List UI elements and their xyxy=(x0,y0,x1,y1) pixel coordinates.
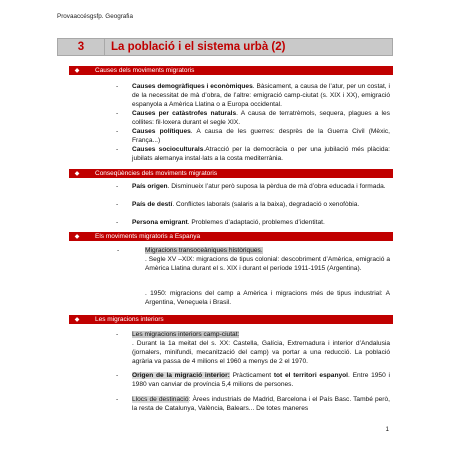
item-text: . A causa de terratrèmols, sequera, plagues a les collites: fil·loxera durant el segle XIX. xyxy=(132,110,390,126)
item-text: . Problemes d’adaptació, problemes d’identitat. xyxy=(187,219,325,226)
list-item-cause-4 xyxy=(116,146,390,164)
highlighted-heading: Migracions transoceàniques històriques. xyxy=(145,247,263,254)
item-text: . A causa de les guerres: desprès de la Guerra Civil (Mèxic, França...) xyxy=(132,128,390,144)
dash-bullet: - xyxy=(117,247,120,254)
item-text: Pràcticament xyxy=(229,372,274,379)
item-bold: País origen xyxy=(132,183,168,190)
dash-bullet: - xyxy=(116,128,119,135)
dash-bullet: - xyxy=(116,331,119,338)
dash-bullet: - xyxy=(116,372,119,379)
chapter-title: La població i el sistema urbà (2) xyxy=(105,39,392,55)
dash-bullet: - xyxy=(116,183,119,190)
dash-bullet: - xyxy=(116,83,119,90)
dash-bullet: - xyxy=(116,201,119,208)
highlighted-label: Llocs de destinació xyxy=(132,396,189,403)
dash-bullet: - xyxy=(116,146,119,153)
section-label: Les migracions interiors xyxy=(95,316,164,323)
dash-bullet: - xyxy=(116,396,119,403)
paragraph-transoceanic-1: . Segle XV –XIX: migracions de tipus colonial: descobriment d’Amèrica, emigració a Amèrica Llatina durant el s. XIX i durant el període 1911-1915 (Argentina). xyxy=(145,256,390,272)
paragraph-interior-1: . Durant la 1a meitat del s. XX: Castella, Galícia, Extremadura i interior d’Andalusia (jornalers, minifundi, mecanització del camp) va portar a una reducció. La població agrària va passa de 4 milions el 1960 a menys de 2 el 1970. xyxy=(132,340,390,365)
section-header-spain xyxy=(69,232,393,241)
dash-bullet: - xyxy=(116,219,119,226)
section-header-causes xyxy=(69,66,393,75)
chapter-title-bar xyxy=(57,38,393,56)
list-item-cause-3 xyxy=(116,128,390,146)
subheading-interior xyxy=(116,331,390,340)
paragraph-interior-destination xyxy=(116,396,390,414)
list-item-cause-2 xyxy=(116,110,390,128)
item-text: . Conflictes laborals (salaris a la baixa), degradació o xenofòbia. xyxy=(172,201,360,208)
bullet-icon: ◆ xyxy=(74,234,80,240)
chapter-number: 3 xyxy=(58,39,105,55)
item-bold: Causes socioculturals xyxy=(132,146,204,153)
item-bold: Causes per catàstrofes naturals xyxy=(132,110,237,117)
highlighted-label: Origen de la migració interior: xyxy=(132,372,230,379)
section-header-consequences xyxy=(69,169,393,178)
section-label: Els moviments migratoris a Espanya xyxy=(95,233,201,240)
list-item-consequence-3 xyxy=(116,219,390,228)
item-text: . Bàsicament, a causa de l’atur, per un costat, i de la necessitat de mà d’obra, de l’altre: emigració camp-ciutat (s. XIX i XX), emigració espanyola a Amèrica Llatina o a Europa occidental. xyxy=(132,83,390,108)
section-label: Conseqüències dels moviments migratoris xyxy=(95,170,218,177)
paragraph-transoceanic-2: . 1950: migracions del camp a Amèrica i migracions més de tipus industrial: A Argentina, Veneçuela i Brasil. xyxy=(145,290,390,306)
list-item-cause-1 xyxy=(116,83,390,110)
section-label: Causes dels moviments migratoris xyxy=(95,67,195,74)
paragraph-interior-origin xyxy=(116,372,390,390)
list-item-consequence-1 xyxy=(116,183,390,192)
item-bold: Causes polítiques xyxy=(132,128,191,135)
item-text: : Àrees industrials de Madrid, Barcelona i el País Basc. També però, la resta de Catalunya, València, Balears... De totes maneres xyxy=(132,396,390,412)
highlighted-heading: Les migracions interiors camp-ciutat: xyxy=(132,331,240,338)
item-text: . Entre 1950 i 1980 van canviar de província 5,4 milions de persones. xyxy=(132,372,390,388)
section-header-interior xyxy=(69,315,393,324)
dash-bullet: - xyxy=(116,110,119,117)
subheading-transoceanic xyxy=(117,247,390,256)
page-number: 1 xyxy=(385,426,389,433)
item-text: . Disminueix l’atur però suposa la pèrdua de mà d’obra educada i formada. xyxy=(167,183,386,190)
list-item-consequence-2 xyxy=(116,201,390,210)
item-bold: tot el territori espanyol xyxy=(273,372,349,379)
bullet-icon: ◆ xyxy=(74,171,80,177)
item-bold: Causes demogràfiques i econòmiques xyxy=(132,83,253,90)
bullet-icon: ◆ xyxy=(74,68,80,74)
item-text: .Atracció per la democràcia o per una jubilació més plàcida: jubilats alemanya instal·lats a la costa mediterrània. xyxy=(132,146,390,162)
item-bold: País de destí xyxy=(132,201,173,208)
bullet-icon: ◆ xyxy=(74,317,80,323)
page-header: Provaaccésgsfp. Geografia xyxy=(57,13,133,20)
item-bold: Persona emigrant xyxy=(132,219,188,226)
